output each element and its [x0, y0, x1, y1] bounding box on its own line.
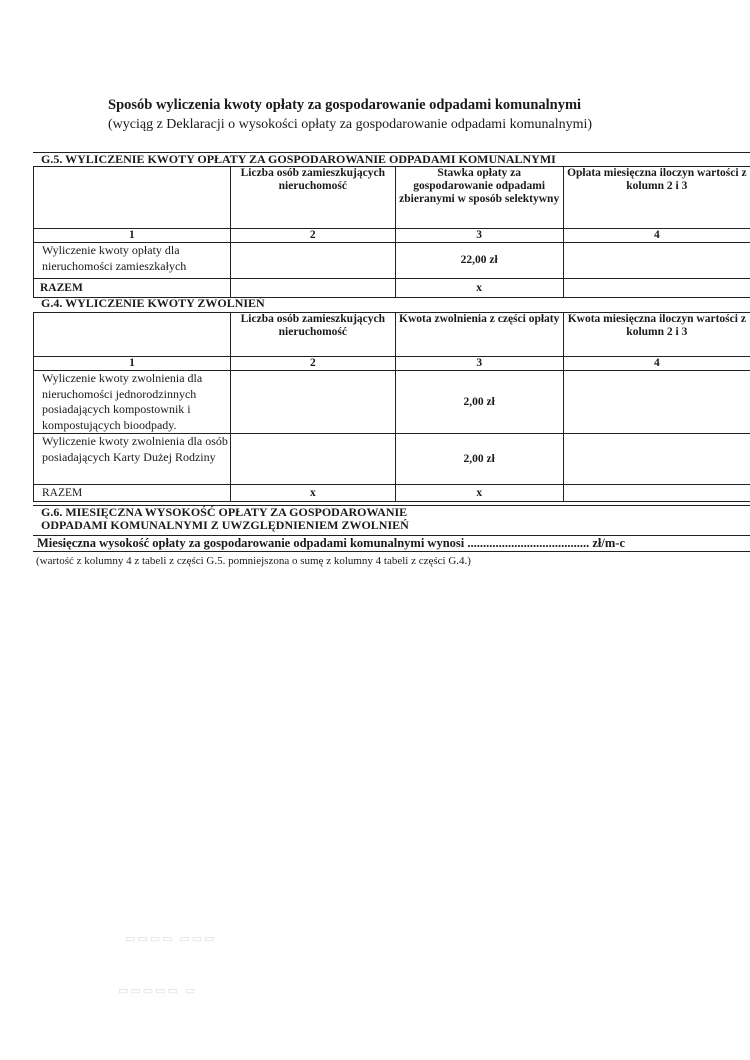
- g5-row-rate: 22,00 zł: [395, 243, 563, 279]
- g4-row-1-amount[interactable]: [563, 371, 750, 434]
- g5-row-amount[interactable]: [563, 243, 750, 279]
- g6-header-line-2: ODPADAMI KOMUNALNYMI Z UWZGLĘDNIENIEM ZWOLNIEŃ: [41, 518, 409, 532]
- g4-col-number-1: 1: [34, 357, 231, 371]
- g5-total-row: [34, 279, 750, 298]
- g4-col-2-header: Liczba osób zamieszkujących nieruchomość: [230, 313, 395, 357]
- g4-col-number-4: 4: [563, 357, 750, 371]
- table-row: [34, 243, 750, 279]
- g4-header-row: [34, 313, 750, 357]
- g5-total-rate: x: [395, 279, 563, 298]
- g5-row-label: Wyliczenie kwoty opłaty dla nieruchomości zamieszkałych: [34, 243, 231, 279]
- g5-col-number-2: 2: [230, 229, 395, 243]
- g4-row-2-rate: 2,00 zł: [395, 434, 563, 485]
- g5-col-number-1: 1: [34, 229, 231, 243]
- g4-row-2-persons[interactable]: [230, 434, 395, 485]
- g4-number-row: [34, 357, 750, 371]
- g4-total-row: [34, 485, 750, 502]
- g4-total-label: RAZEM: [34, 485, 231, 502]
- g4-col-number-3: 3: [395, 357, 563, 371]
- g4-row-2-amount[interactable]: [563, 434, 750, 485]
- table-row: [34, 371, 750, 434]
- g4-row-1-persons[interactable]: [230, 371, 395, 434]
- g6-section-header: [33, 505, 750, 532]
- g5-total-label: RAZEM: [34, 279, 231, 298]
- g6-header-line-1: G.6. MIESIĘCZNA WYSOKOŚĆ OPŁATY ZA GOSPODAROWANIE: [41, 505, 408, 519]
- g4-col-1-header: [34, 313, 231, 357]
- g5-row-persons[interactable]: [230, 243, 395, 279]
- g5-total-persons[interactable]: [230, 279, 395, 298]
- g5-col-1-header: [34, 167, 231, 229]
- g5-col-2-header: Liczba osób zamieszkujących nieruchomość: [230, 167, 395, 229]
- bleed-through-mark: ▭▭▭▭ ▭▭▭: [125, 933, 217, 945]
- g5-col-number-3: 3: [395, 229, 563, 243]
- g5-number-row: [34, 229, 750, 243]
- g5-table: [33, 166, 750, 298]
- document-heading: [108, 96, 728, 134]
- g6-note: (wartość z kolumny 4 z tabeli z części G.5. pomniejszona o sumę z kolumny 4 tabeli z części G.4.): [36, 555, 471, 567]
- table-row: [34, 434, 750, 485]
- bleed-through-mark: ▭▭▭▭▭ ▭: [118, 985, 198, 997]
- g4-col-4-header: Kwota miesięczna iloczyn wartości z kolumn 2 i 3: [563, 313, 750, 357]
- g4-total-rate: x: [395, 485, 563, 502]
- g4-row-2-label: Wyliczenie kwoty zwolnienia dla osób posiadających Karty Dużej Rodziny: [34, 434, 231, 485]
- g4-total-amount[interactable]: [563, 485, 750, 502]
- document-title: Sposób wyliczenia kwoty opłaty za gospodarowanie odpadami komunalnymi: [108, 97, 582, 113]
- g4-row-1-rate: 2,00 zł: [395, 371, 563, 434]
- g5-section-header: G.5. WYLICZENIE KWOTY OPŁATY ZA GOSPODAROWANIE ODPADAMI KOMUNALNYMI: [33, 152, 750, 166]
- g4-section-header: G.4. WYLICZENIE KWOTY ZWOLNIEŃ: [41, 297, 265, 310]
- g4-total-persons: x: [230, 485, 395, 502]
- g6-statement[interactable]: Miesięczna wysokość opłaty za gospodarowanie odpadami komunalnymi wynosi ....................................... zł/m-c: [33, 535, 750, 552]
- g5-header-row: [34, 167, 750, 229]
- g5-total-amount[interactable]: [563, 279, 750, 298]
- g5-col-4-header: Opłata miesięczna iloczyn wartości z kolumn 2 i 3: [563, 167, 750, 229]
- g4-col-3-header: Kwota zwolnienia z części opłaty: [395, 313, 563, 357]
- g4-row-1-label: Wyliczenie kwoty zwolnienia dla nieruchomości jednorodzinnych posiadających kompostownik i kompostujących bioodpady.: [34, 371, 231, 434]
- g4-table: [33, 312, 750, 502]
- g4-col-number-2: 2: [230, 357, 395, 371]
- document-subtitle: (wyciąg z Deklaracji o wysokości opłaty za gospodarowanie odpadami komunalnymi): [108, 117, 593, 132]
- g5-col-number-4: 4: [563, 229, 750, 243]
- g5-col-3-header: Stawka opłaty za gospodarowanie odpadami zbieranymi w sposób selektywny: [395, 167, 563, 229]
